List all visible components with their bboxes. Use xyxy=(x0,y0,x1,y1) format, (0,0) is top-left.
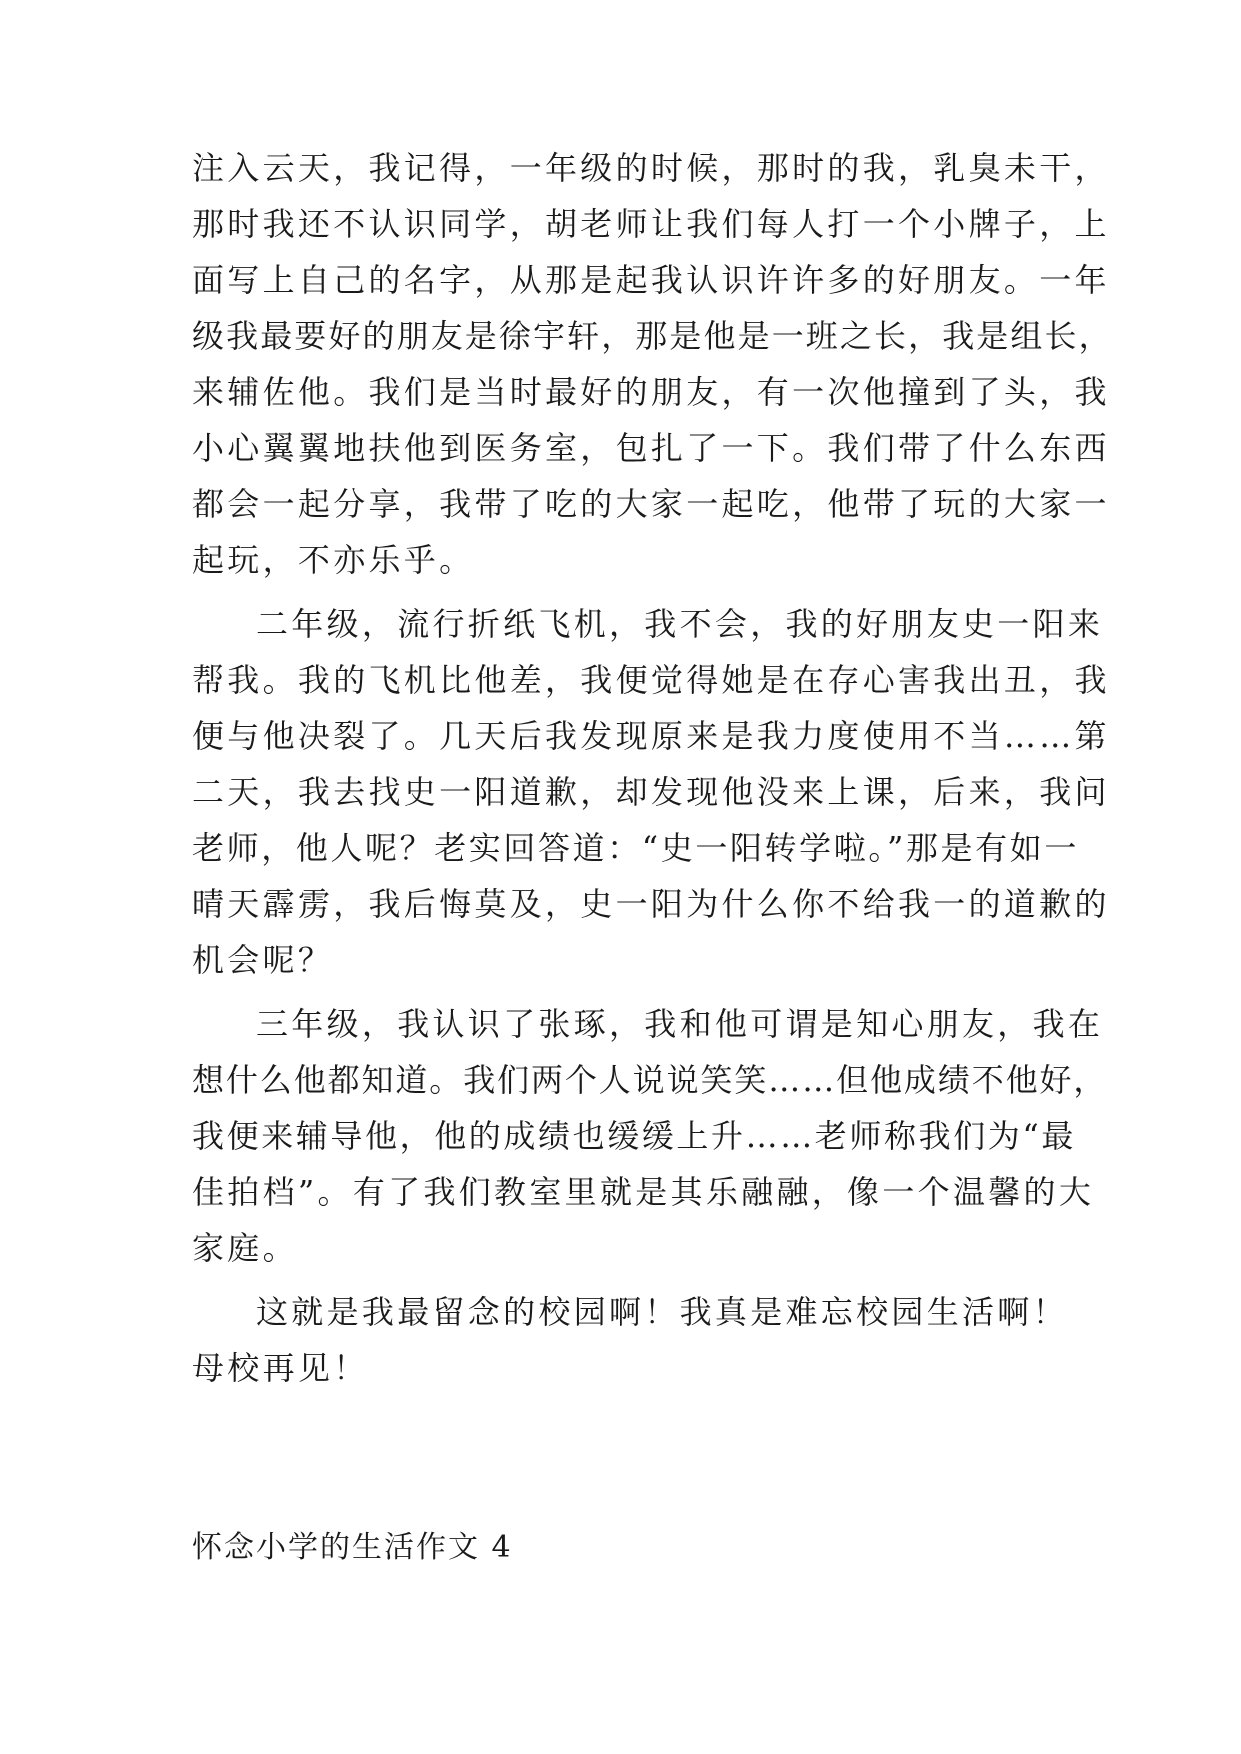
paragraph-1-line-4: 级我最要好的朋友是徐宇轩，那是他是一班之长，我是组长， xyxy=(192,317,1113,355)
paragraph-2-line-6: 晴天霹雳，我后悔莫及，史一阳为什么你不给我一的道歉的 xyxy=(192,885,1110,923)
paragraph-4-line-2: 母校再见！ xyxy=(192,1349,369,1387)
paragraph-2-line-7: 机会呢？ xyxy=(192,941,334,979)
paragraph-2-line-4: 二天，我去找史一阳道歉，却发现他没来上课，后来，我问 xyxy=(192,773,1110,811)
section-heading: 怀念小学的生活作文 4 xyxy=(192,1530,513,1565)
paragraph-2-line-3: 便与他决裂了。几天后我发现原来是我力度使用不当……第 xyxy=(192,717,1110,755)
paragraph-1-line-8: 起玩，不亦乐乎。 xyxy=(192,541,475,579)
paragraph-1-line-5: 来辅佐他。我们是当时最好的朋友，有一次他撞到了头，我 xyxy=(192,373,1110,411)
paragraph-1-line-6: 小心翼翼地扶他到医务室，包扎了一下。我们带了什么东西 xyxy=(192,429,1110,467)
paragraph-3-line-3: 我便来辅导他，他的成绩也缓缓上升……老师称我们为“最 xyxy=(192,1117,1076,1155)
paragraph-3-line-5: 家庭。 xyxy=(192,1229,298,1267)
paragraph-4-line-1: 这就是我最留念的校园啊！我真是难忘校园生活啊！ xyxy=(256,1293,1068,1331)
paragraph-1-line-1: 注入云天，我记得，一年级的时候，那时的我，乳臭未干， xyxy=(192,149,1110,187)
paragraph-3-line-1: 三年级，我认识了张琢，我和他可谓是知心朋友，我在 xyxy=(256,1005,1104,1043)
paragraph-3-line-2: 想什么他都知道。我们两个人说说笑笑……但他成绩不他好， xyxy=(192,1061,1108,1099)
paragraph-1-line-3: 面写上自己的名字，从那是起我认识许许多的好朋友。一年 xyxy=(192,261,1110,299)
paragraph-2-line-2: 帮我。我的飞机比他差，我便觉得她是在存心害我出丑，我 xyxy=(192,661,1110,699)
paragraph-1-line-2: 那时我还不认识同学，胡老师让我们每人打一个小牌子，上 xyxy=(192,205,1110,243)
paragraph-1-line-7: 都会一起分享，我带了吃的大家一起吃，他带了玩的大家一 xyxy=(192,485,1110,523)
paragraph-3-line-4: 佳拍档”。有了我们教室里就是其乐融融，像一个温馨的大 xyxy=(192,1173,1095,1211)
paragraph-2-line-1: 二年级，流行折纸飞机，我不会，我的好朋友史一阳来 xyxy=(256,605,1104,643)
paragraph-2-line-5: 老师，他人呢？老实回答道：“史一阳转学啦。”那是有如一 xyxy=(192,829,1079,867)
